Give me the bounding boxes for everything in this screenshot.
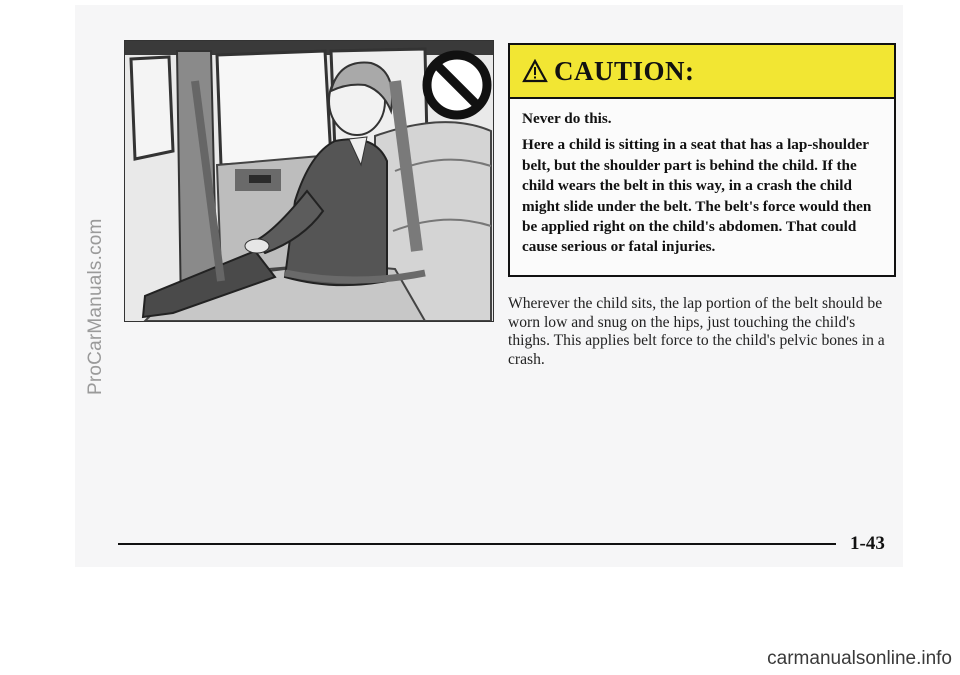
side-watermark: ProCarManuals.com [85, 218, 106, 395]
illustration-drawing [125, 41, 493, 321]
warning-triangle-icon [522, 59, 548, 83]
page-number: 1-43 [850, 533, 885, 554]
caution-paragraph: Here a child is sitting in a seat that has a lap-shoulder belt, but the shoulder part is behind the child. If the child wears the belt in this way, in a crash the child might slide under the belt. The belt's force would then be applied right on the child's abdomen. That could cause serious or fatal injuries. [522, 136, 872, 256]
caution-header [510, 45, 894, 99]
footer-rule [118, 543, 836, 545]
caution-box [508, 43, 896, 277]
caution-title: CAUTION: [554, 55, 695, 86]
caution-paragraph: Never do this. [522, 110, 612, 127]
child-seatbelt-illustration [124, 40, 494, 322]
caution-body [510, 99, 894, 258]
body-paragraph: Wherever the child sits, the lap portion of the belt should be worn low and snug on the hips, just touching the child's thighs. This applies belt force to the child's pelvic bones in a crash. [508, 295, 885, 368]
bottom-watermark: carmanualsonline.info [767, 648, 952, 669]
